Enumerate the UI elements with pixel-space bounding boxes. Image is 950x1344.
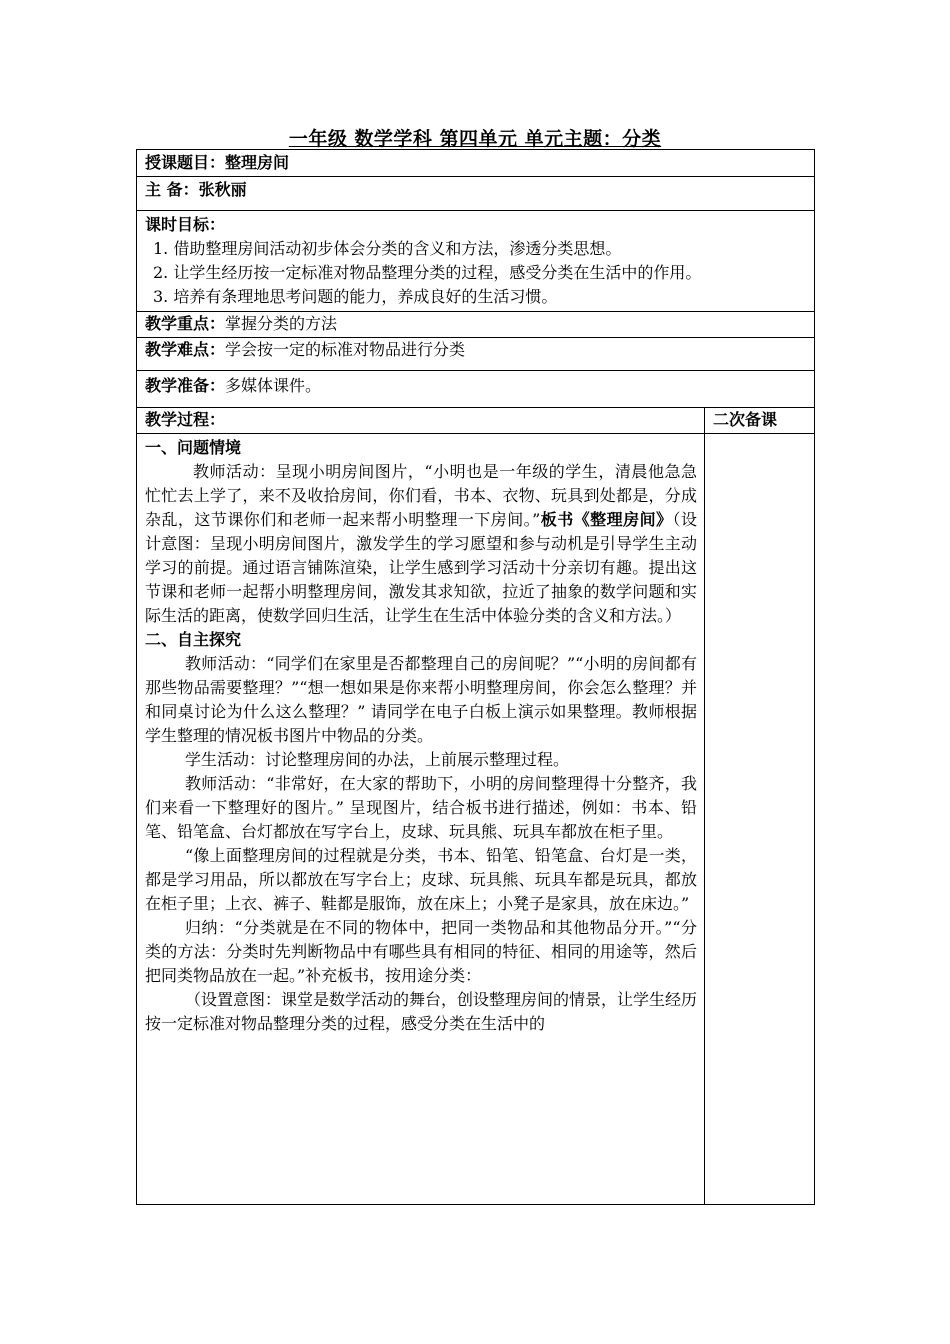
section2-paragraph: 学生活动：讨论整理房间的办法，上前展示整理过程。 xyxy=(185,750,570,769)
objective-item: 2. 让学生经历按一定标准对物品整理分类的过程，感受分类在生活中的作用。 xyxy=(153,263,702,282)
topic-row xyxy=(137,150,814,177)
objective-item: 1. 借助整理房间活动初步体会分类的含义和方法，渗透分类思想。 xyxy=(153,239,622,258)
key-point-label: 教学重点： xyxy=(145,314,226,333)
column-divider xyxy=(704,408,705,1205)
section2-paragraph: 教师活动：“非常好，在大家的帮助下，小明的房间整理得十分整齐，我们来看一下整理好的图片。” 呈现图片，结合板书进行描述，例如：书本、铅笔、铅笔盒、台灯都放在写字台上，皮球、玩具熊、玩具车都放在柜子里。 xyxy=(145,774,697,841)
objectives-label: 课时目标： xyxy=(145,215,226,234)
section2-paragraph: “像上面整理房间的过程就是分类，书本、铅笔、铅笔盒、台灯是一类，都是学习用品，所以都放在写字台上；皮球、玩具熊、玩具车都是玩具，都放在柜子里；上衣、裤子、鞋都是服饰，放在床上；小凳子是家具，放在床边。” xyxy=(145,846,697,913)
preparation-value: 多媒体课件。 xyxy=(225,376,322,395)
objective-item: 3. 培养有条理地思考问题的能力，养成良好的生活习惯。 xyxy=(153,287,558,306)
preparer-value: 张秋丽 xyxy=(198,180,247,199)
section2-heading: 二、自主探究 xyxy=(145,630,242,649)
key-point-value: 掌握分类的方法 xyxy=(225,314,338,333)
process-content xyxy=(145,436,697,1036)
topic-label: 授课题目： xyxy=(145,153,226,172)
preparation-row xyxy=(137,371,814,408)
process-header-row xyxy=(137,408,814,434)
board-title: 板书《整理房间》 xyxy=(540,510,673,529)
preparation-label: 教学准备： xyxy=(145,376,226,395)
key-point-row xyxy=(137,312,814,338)
section1-heading: 一、问题情境 xyxy=(145,438,242,457)
section2-paragraph: 教师活动：“同学们在家里是否都整理自己的房间呢？”“小明的房间都有那些物品需要整理？”“想一想如果是你来帮小明整理房间，你会怎么整理？并和同桌讨论为什么这么整理？” 请同学在电子白板上演示如果整理。教师根据学生整理的情况板书图片中物品的分类。 xyxy=(145,654,697,745)
difficulty-value: 学会按一定的标准对物品进行分类 xyxy=(225,340,466,359)
page-title: 一年级 数学学科 第四单元 单元主题：分类 xyxy=(288,128,662,150)
difficulty-label: 教学难点： xyxy=(145,340,226,359)
second-prep-label: 二次备课 xyxy=(713,410,778,429)
lesson-plan-table xyxy=(136,149,815,1205)
section1-paragraph: 教师活动：呈现小明房间图片，“小明也是一年级的学生，清晨他急急忙忙去上学了，来不及收拾房间，你们看，书本、衣物、玩具到处都是，分成杂乱，这节课你们和老师一起来帮小明整理一下房间。”板书《整理房间》（设计意图：呈现小明房间图片，激发学生的学习愿望和参与动机是引导学生主动学习的前提。通过语言铺陈渲染，让学生感到学习活动十分亲切有趣。提出这节课和老师一起帮小明整理房间，激发其求知欲，拉近了抽象的数学问题和实际生活的距离，使数学回归生活，让学生在生活中体验分类的含义和方法。） xyxy=(145,462,697,625)
section2-paragraph: （设置意图：课堂是数学活动的舞台，创设整理房间的情景，让学生经历按一定标准对物品整理分类的过程，感受分类在生活中的 xyxy=(145,990,698,1033)
difficulty-row xyxy=(137,338,814,371)
process-label: 教学过程： xyxy=(145,410,226,429)
topic-value: 整理房间 xyxy=(225,153,290,172)
objectives-row xyxy=(137,211,814,312)
section2-paragraph: 归纳：“分类就是在不同的物体中，把同一类物品和其他物品分开。”“分类的方法：分类时先判断物品中有哪些具有相同的特征、相同的用途等，然后把同类物品放在一起。”补充板书，按用途分类： xyxy=(145,918,697,985)
preparer-label: 主 备： xyxy=(145,180,199,199)
preparer-row xyxy=(137,177,814,211)
